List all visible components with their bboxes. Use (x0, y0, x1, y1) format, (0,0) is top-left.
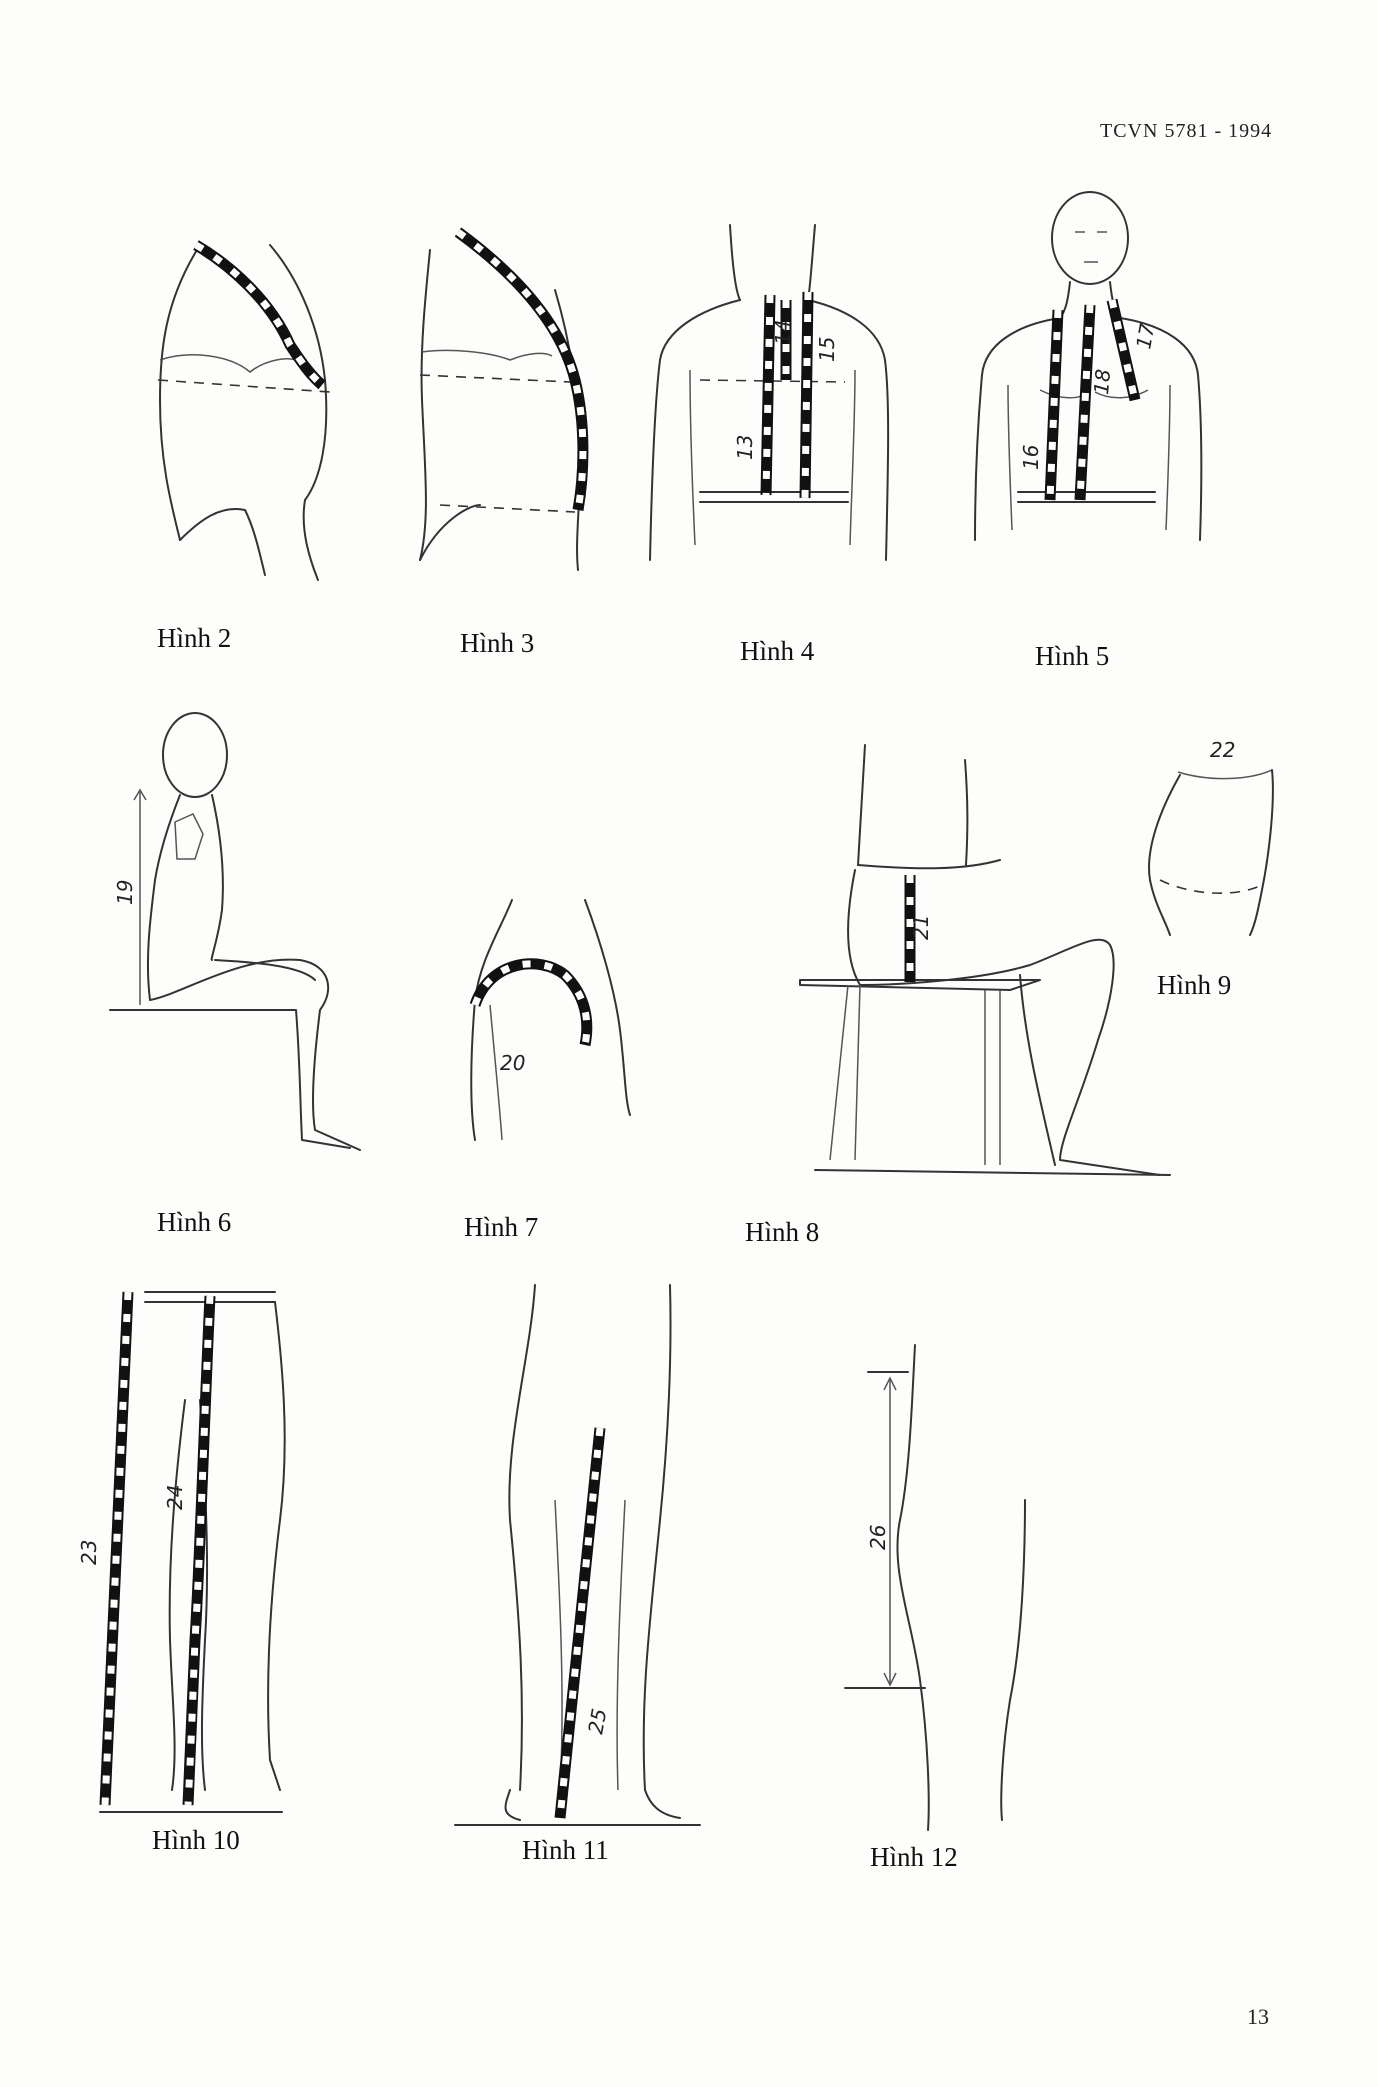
figure-12-drawing (845, 1345, 1025, 1830)
figure-10-drawing (77, 1292, 285, 1812)
label-20: 20 (500, 1051, 526, 1075)
label-18: 18 (1089, 367, 1116, 396)
figure-3-drawing (420, 232, 583, 570)
caption-figure-8: Hình 8 (745, 1217, 820, 1247)
label-14: 14 (771, 319, 795, 345)
label-19: 19 (113, 879, 137, 905)
figure-11-drawing (455, 1285, 700, 1825)
label-23: 23 (77, 1539, 101, 1565)
figure-2-drawing (158, 245, 330, 580)
figure-4-drawing (650, 225, 888, 560)
caption-figure-2: Hình 2 (157, 623, 232, 653)
label-26: 26 (866, 1524, 890, 1550)
label-21: 21 (909, 914, 933, 940)
label-25: 25 (583, 1706, 612, 1736)
figure-8-drawing (800, 745, 1170, 1175)
caption-figure-11: Hình 11 (522, 1835, 609, 1865)
figure-5-drawing (975, 192, 1201, 540)
standard-header: TCVN 5781 - 1994 (1100, 120, 1273, 142)
caption-figure-9: Hình 9 (1157, 970, 1232, 1000)
page-number: 13 (1247, 2004, 1269, 2029)
figure-9-drawing (1149, 738, 1273, 935)
label-13: 13 (733, 434, 757, 460)
label-24: 24 (163, 1484, 187, 1510)
label-15: 15 (815, 336, 839, 362)
figure-7-drawing (471, 900, 630, 1140)
caption-figure-3: Hình 3 (460, 628, 535, 658)
figure-6-drawing (110, 713, 360, 1150)
caption-figure-7: Hình 7 (464, 1212, 539, 1242)
label-22: 22 (1210, 738, 1236, 762)
label-16: 16 (1019, 444, 1043, 470)
caption-figure-10: Hình 10 (152, 1825, 240, 1855)
caption-figure-6: Hình 6 (157, 1207, 232, 1237)
caption-figure-5: Hình 5 (1035, 641, 1110, 671)
label-17: 17 (1131, 321, 1160, 351)
caption-figure-4: Hình 4 (740, 636, 815, 666)
caption-figure-12: Hình 12 (870, 1842, 958, 1872)
